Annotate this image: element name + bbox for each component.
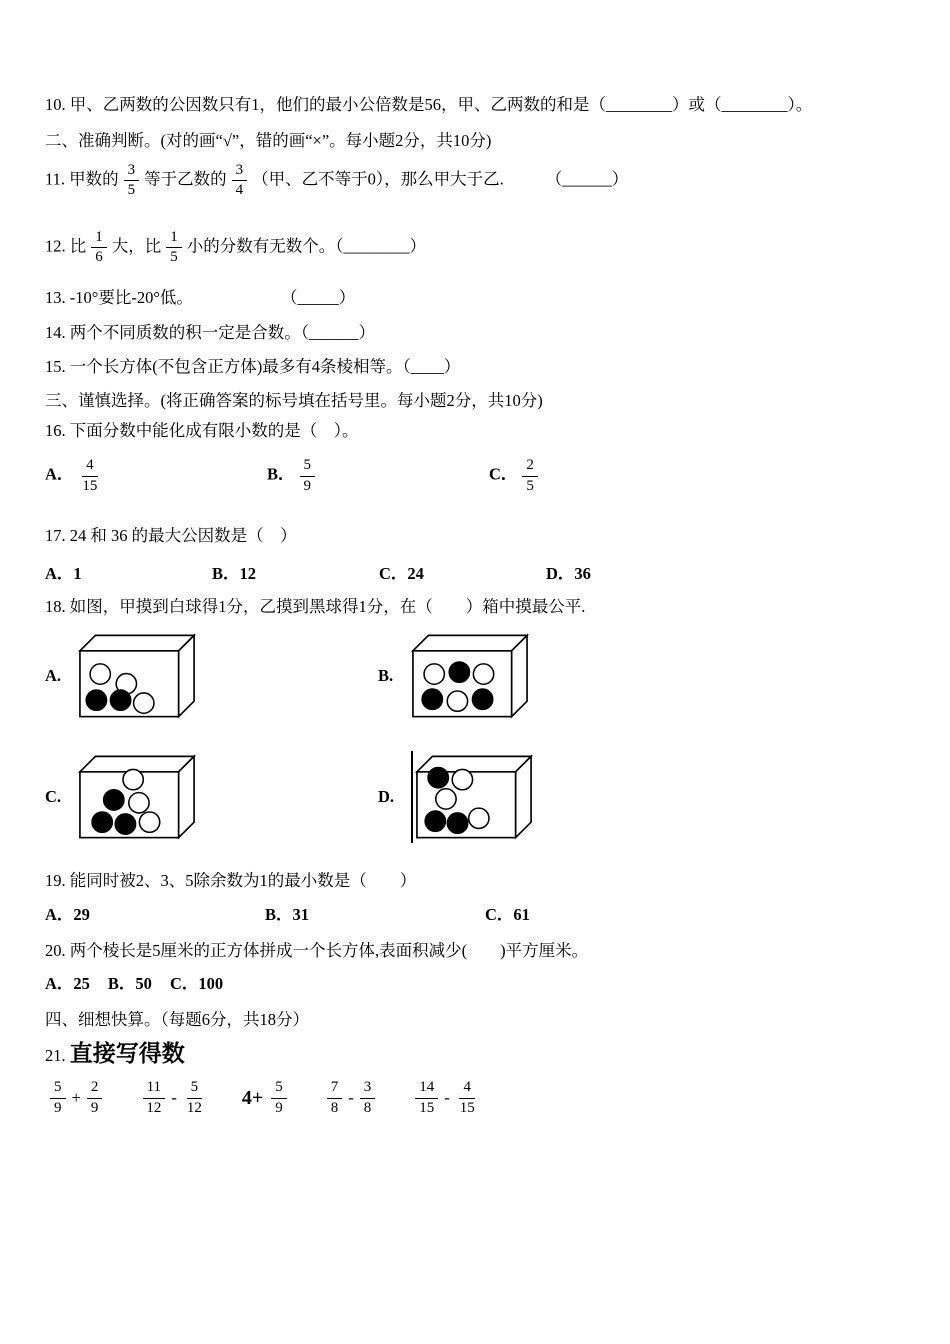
- section-2-title: 二、准确判断。(对的画“√”，错的画“×”。每小题2分，共10分): [45, 130, 492, 150]
- q21-expressions: [45, 1079, 905, 1117]
- question-13: 13. -10°要比-20°低。 （_____）: [45, 287, 356, 307]
- operator: -: [171, 1088, 177, 1108]
- black-ball: [110, 690, 130, 710]
- white-ball: [436, 788, 456, 808]
- white-ball: [469, 808, 489, 828]
- question-19: 19. 能同时被2、3、5除余数为1的最小数是（ ）: [45, 871, 417, 891]
- question-20-options: [45, 973, 905, 995]
- white-ball: [134, 693, 154, 713]
- fraction: $\frac{5}{9}$: [271, 1079, 287, 1117]
- ball-box-b: [411, 633, 529, 719]
- fraction-1-6: $\frac{1}{6}$: [91, 229, 107, 267]
- question-21-number: 21.: [45, 1045, 66, 1065]
- fraction: $\frac{2}{9}$: [87, 1079, 103, 1117]
- white-ball: [129, 792, 149, 812]
- fraction-3-4: $\frac{3}{4}$: [232, 162, 248, 200]
- white-ball: [123, 769, 143, 789]
- box-label-c: C.: [45, 786, 62, 806]
- black-ball: [447, 813, 467, 833]
- fraction: $\frac{5}{12}$: [186, 1079, 202, 1116]
- ball-box-d: [415, 754, 533, 840]
- section-4-title: 四、细想快算。（每题6分，共18分）: [45, 1010, 309, 1030]
- divider-line: [411, 751, 413, 843]
- question-20: 20. 两个棱长是5厘米的正方体拼成一个长方体,表面积减少( )平方厘米。: [45, 940, 589, 960]
- fraction: $\frac{11}{12}$: [142, 1079, 165, 1117]
- question-16: 16. 下面分数中能化成有限小数的是（ ）。: [45, 420, 359, 440]
- section-3-title: 三、谨慎选择。(将正确答案的标号填在括号里。每小题2分，共10分): [45, 390, 543, 410]
- question-15: 15. 一个长方体(不包含正方体)最多有4条棱相等。（____）: [45, 357, 461, 377]
- option-c: C．100: [169, 974, 224, 994]
- question-11: 11. 甲数的 $\frac{3}{5}$ 等于乙数的 $\frac{3}{4}$ （甲、乙不等于0），那么甲大于乙. （______）: [45, 161, 629, 198]
- ball-box-c: [78, 754, 196, 840]
- answer-blank: （______）: [545, 169, 629, 189]
- operator: +: [71, 1088, 81, 1108]
- white-ball: [90, 664, 110, 684]
- question-21-heading: [45, 1039, 905, 1069]
- q18-box-row-1: [45, 628, 905, 723]
- white-ball: [452, 769, 472, 789]
- option-c: C． $\frac{2}{5}$: [489, 457, 543, 495]
- fraction-4-15: $\frac{4}{15}$: [82, 457, 98, 494]
- option-c: C．61: [485, 904, 530, 924]
- question-17-options: [45, 563, 905, 585]
- white-ball: [424, 664, 444, 684]
- math-expression: [137, 1079, 211, 1117]
- question-10-text: 10. 甲、乙两数的公因数只有1，他们的最小公倍数是56，甲、乙两数的和是（________）或（________）。: [45, 95, 813, 114]
- box-label-b: B.: [378, 665, 394, 685]
- question-17: 17. 24 和 36 的最大公因数是（ ）: [45, 525, 297, 545]
- black-ball: [92, 812, 112, 832]
- operator: 4+: [241, 1086, 264, 1109]
- q18-box-row-2: [45, 749, 905, 844]
- option-c: C．24: [379, 563, 424, 583]
- option-d: D．36: [546, 563, 591, 583]
- math-expression: [241, 1079, 292, 1117]
- white-ball: [473, 664, 493, 684]
- math-expression: [322, 1079, 381, 1117]
- question-12: 12. 比 $\frac{1}{6}$ 大，比 $\frac{1}{5}$ 小的分数有无数个。（________）: [45, 229, 426, 266]
- box-label-a: A.: [45, 665, 62, 685]
- fraction-3-5: $\frac{3}{5}$: [124, 162, 140, 200]
- option-b: B．12: [212, 563, 257, 583]
- option-a: A．1: [45, 563, 82, 583]
- option-a: A．25: [45, 974, 90, 994]
- black-ball: [425, 811, 445, 831]
- operator: -: [348, 1088, 354, 1108]
- option-b: B．50: [107, 974, 152, 994]
- black-ball: [449, 662, 469, 682]
- math-expression: [45, 1079, 107, 1117]
- fraction-5-9: $\frac{5}{9}$: [300, 457, 316, 495]
- ball-box-a: [78, 633, 196, 719]
- black-ball: [422, 689, 442, 709]
- question-16-options: [45, 457, 905, 495]
- fraction: $\frac{4}{15}$: [459, 1079, 475, 1116]
- black-ball: [104, 789, 124, 809]
- fraction-1-5: $\frac{1}{5}$: [166, 229, 182, 267]
- answer-blank: （_____）: [280, 287, 356, 307]
- fraction: $\frac{3}{8}$: [360, 1079, 376, 1117]
- question-19-options: [45, 904, 905, 926]
- fraction: $\frac{14}{15}$: [415, 1079, 438, 1117]
- black-ball: [86, 690, 106, 710]
- black-ball: [428, 767, 448, 787]
- box-label-d: D.: [378, 786, 395, 806]
- operator: -: [444, 1088, 450, 1108]
- white-ball: [139, 812, 159, 832]
- question-18: 18. 如图，甲摸到白球得1分，乙摸到黑球得1分，在（ ）箱中摸最公平.: [45, 597, 586, 617]
- option-a: A．29: [45, 904, 90, 924]
- black-ball: [115, 814, 135, 834]
- fraction-2-5: $\frac{2}{5}$: [522, 457, 538, 495]
- fraction: $\frac{7}{8}$: [327, 1079, 343, 1117]
- question-10: [45, 94, 905, 116]
- math-expression: [410, 1079, 484, 1117]
- white-ball: [447, 691, 467, 711]
- option-b: B． $\frac{5}{9}$: [267, 457, 489, 495]
- fraction: $\frac{5}{9}$: [50, 1079, 66, 1117]
- question-14: 14. 两个不同质数的积一定是合数。（______）: [45, 323, 375, 343]
- option-a: A． $\frac{4}{15}$: [45, 457, 267, 495]
- option-b: B．31: [265, 904, 310, 924]
- question-21-title: 直接写得数: [69, 1040, 185, 1066]
- black-ball: [472, 689, 492, 709]
